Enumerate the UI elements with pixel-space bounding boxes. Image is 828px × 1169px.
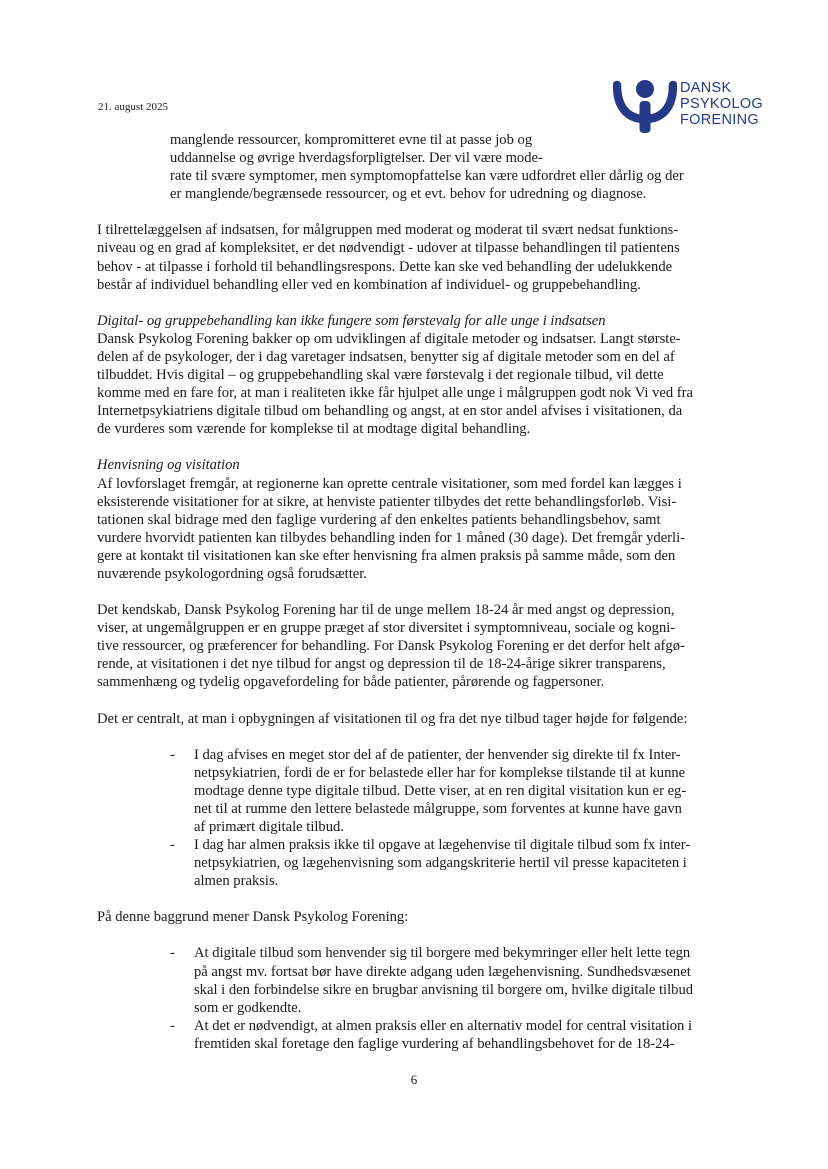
list-item xyxy=(97,944,737,1016)
text-line: delen af de psykologer, der i dag varetager indsatsen, benytter sig af digitale metoder som en del af xyxy=(97,348,675,365)
dash-bullet-icon: - xyxy=(170,1017,175,1034)
list-item xyxy=(97,746,737,836)
text-line: gere at kontakt til visitationen kan ske efter henvisning fra almen praksis på samme måde, som den xyxy=(97,547,676,564)
text-line: rate til svære symptomer, men symptomopfattelse kan være udfordret eller dårlig og der xyxy=(170,168,684,185)
dash-bullet-icon: - xyxy=(170,837,175,854)
text-line: er manglende/begrænsede ressourcer, og et evt. behov for udredning og diagnose. xyxy=(170,186,647,203)
text-line: rende, at visitationen i det nye tilbud for angst og depression til de 18-24-årige sikrer transparens, xyxy=(97,656,666,673)
document-date: 21. august 2025 xyxy=(98,101,168,113)
text-line: almen praksis. xyxy=(194,873,279,890)
text-line: fremtiden skal foretage den faglige vurdering af behandlingsbehovet for de 18-24- xyxy=(194,1035,675,1052)
logo-figure-icon xyxy=(613,79,677,133)
text-line: uddannelse og øvrige hverdagsforpligtelser. Der vil være mode- xyxy=(170,150,543,167)
text-line: viser, at ungemålgruppen er en gruppe præget af stor diversitet i symptomniveau, sociale og kogni- xyxy=(97,620,676,637)
text-line: At digitale tilbud som henvender sig til borgere med bekymringer eller helt lette tegn xyxy=(194,945,691,962)
text-line: tive ressourcer, og præferencer for behandling. For Dansk Psykolog Forening er det derfor helt afgø- xyxy=(97,638,685,655)
text-line: som er godkendte. xyxy=(194,999,302,1016)
logo-line-dansk: DANSK xyxy=(680,80,732,96)
text-line: sammenhæng og tydelig opgavefordeling for både patienter, pårørende og fagpersoner. xyxy=(97,674,605,691)
paragraph-baggrund: På denne baggrund mener Dansk Psykolog Forening: xyxy=(97,909,409,926)
paragraph-tilrettelaeggelse xyxy=(97,221,737,293)
logo-wordmark xyxy=(680,80,763,128)
text-line: af primært digitale tilbud. xyxy=(194,819,344,835)
dash-bullet-icon: - xyxy=(170,746,175,763)
bullet-list-recommendations xyxy=(97,944,737,1053)
section-heading: Henvisning og visitation xyxy=(97,457,240,474)
section-heading: Digital- og gruppebehandling kan ikke fungere som førstevalg for alle unge i indsatsen xyxy=(97,312,606,329)
text-line: manglende ressourcer, kompromitteret evne til at passe job og xyxy=(170,132,533,148)
paragraph-kendskab xyxy=(97,601,737,691)
text-line: niveau og en grad af kompleksitet, er det nødvendigt - udover at tilpasse behandlingen til patientens xyxy=(97,240,680,257)
logo-line-psykolog: PSYKOLOG xyxy=(680,96,763,112)
list-item xyxy=(97,836,737,890)
text-line: Internetpsykiatriens digitale tilbud om behandling og angst, at en stor andel afvises i visitationen, da xyxy=(97,403,683,420)
text-line: på angst mv. fortsat bør have direkte adgang uden lægehenvisning. Sundhedsvæsenet xyxy=(194,963,691,980)
text-line: modtage denne type digitale tilbud. Dette viser, at en ren digital visitation kun er eg- xyxy=(194,782,687,799)
list-item xyxy=(97,1017,737,1053)
document-body xyxy=(97,131,737,1053)
text-line: komme med en fare for, at man i realiteten ikke får hjulpet alle unge i målgruppen godt nok Vi ved fra xyxy=(97,385,693,402)
intro-paragraph xyxy=(97,131,737,203)
paragraph-centralt: Det er centralt, at man i opbygningen af visitationen til og fra det nye tilbud tager højde for følgende: xyxy=(97,710,688,727)
dash-bullet-icon: - xyxy=(170,945,175,962)
text-line: eksisterende visitationer for at sikre, at henviste patienter tilbydes det rette behandlingsforløb. Visi- xyxy=(97,493,677,510)
text-line: I tilrettelæggelsen af indsatsen, for målgruppen med moderat og moderat til svært nedsat funktions- xyxy=(97,222,679,239)
text-line: skal i den forbindelse sikre en brugbar anvisning til borgere om, hvilke digitale tilbud xyxy=(194,981,694,998)
text-line: Dansk Psykolog Forening bakker op om udviklingen af digitale metoder og indsatser. Langt største- xyxy=(97,330,681,347)
text-line: I dag afvises en meget stor del af de patienter, der henvender sig direkte til fx Inter- xyxy=(194,746,681,763)
text-line: netpsykiatrien, fordi de er for belastede eller har for komplekse tilstande til at kunne xyxy=(194,764,686,781)
text-line: Det kendskab, Dansk Psykolog Forening har til de unge mellem 18-24 år med angst og depression, xyxy=(97,602,675,619)
text-line: At det er nødvendigt, at almen praksis eller en alternativ model for central visitation i xyxy=(194,1017,693,1034)
section-henvisning xyxy=(97,456,737,583)
text-line: Af lovforslaget fremgår, at regionerne kan oprette centrale visitationer, som med fordel kan lægges i xyxy=(97,475,682,492)
text-line: de vurderes som værende for komplekse til at modtage digital behandling. xyxy=(97,421,531,438)
text-line: netpsykiatrien, og lægehenvisning som adgangskriterie hertil vil presse kapaciteten i xyxy=(194,855,687,872)
text-line: I dag har almen praksis ikke til opgave at lægehenvise til digitale tilbud som fx inter- xyxy=(194,837,691,854)
text-line: nuværende psykologordning også forudsætter. xyxy=(97,565,367,582)
page-number: 6 xyxy=(410,1072,418,1087)
text-line: tilbuddet. Hvis digital – og gruppebehandling skal være førstevalg i det regionale tilbud, vil dette xyxy=(97,367,664,384)
section-digital-behandling xyxy=(97,312,737,439)
text-line: består af individuel behandling eller ved en kombination af individuel- og gruppebehandling. xyxy=(97,276,641,293)
text-line: tationen skal bidrage med den faglige vurdering af den enkeltes patients behandlingsbehov, samt xyxy=(97,511,661,528)
organization-logo xyxy=(613,79,783,135)
logo-line-forening: FORENING xyxy=(680,112,759,128)
text-line: net til at rumme den lettere belastede målgruppe, som forventes at kunne have gavn xyxy=(194,800,682,817)
bullet-list-visitation xyxy=(97,746,737,891)
text-line: behov - at tilpasse i forhold til behandlingsrespons. Dette kan ske ved behandling der udelukkende xyxy=(97,258,673,275)
text-line: vurdere hvorvidt patienten kan tilbydes behandling inden for 1 måned (30 dage). Det fremgår yderli- xyxy=(97,529,686,546)
